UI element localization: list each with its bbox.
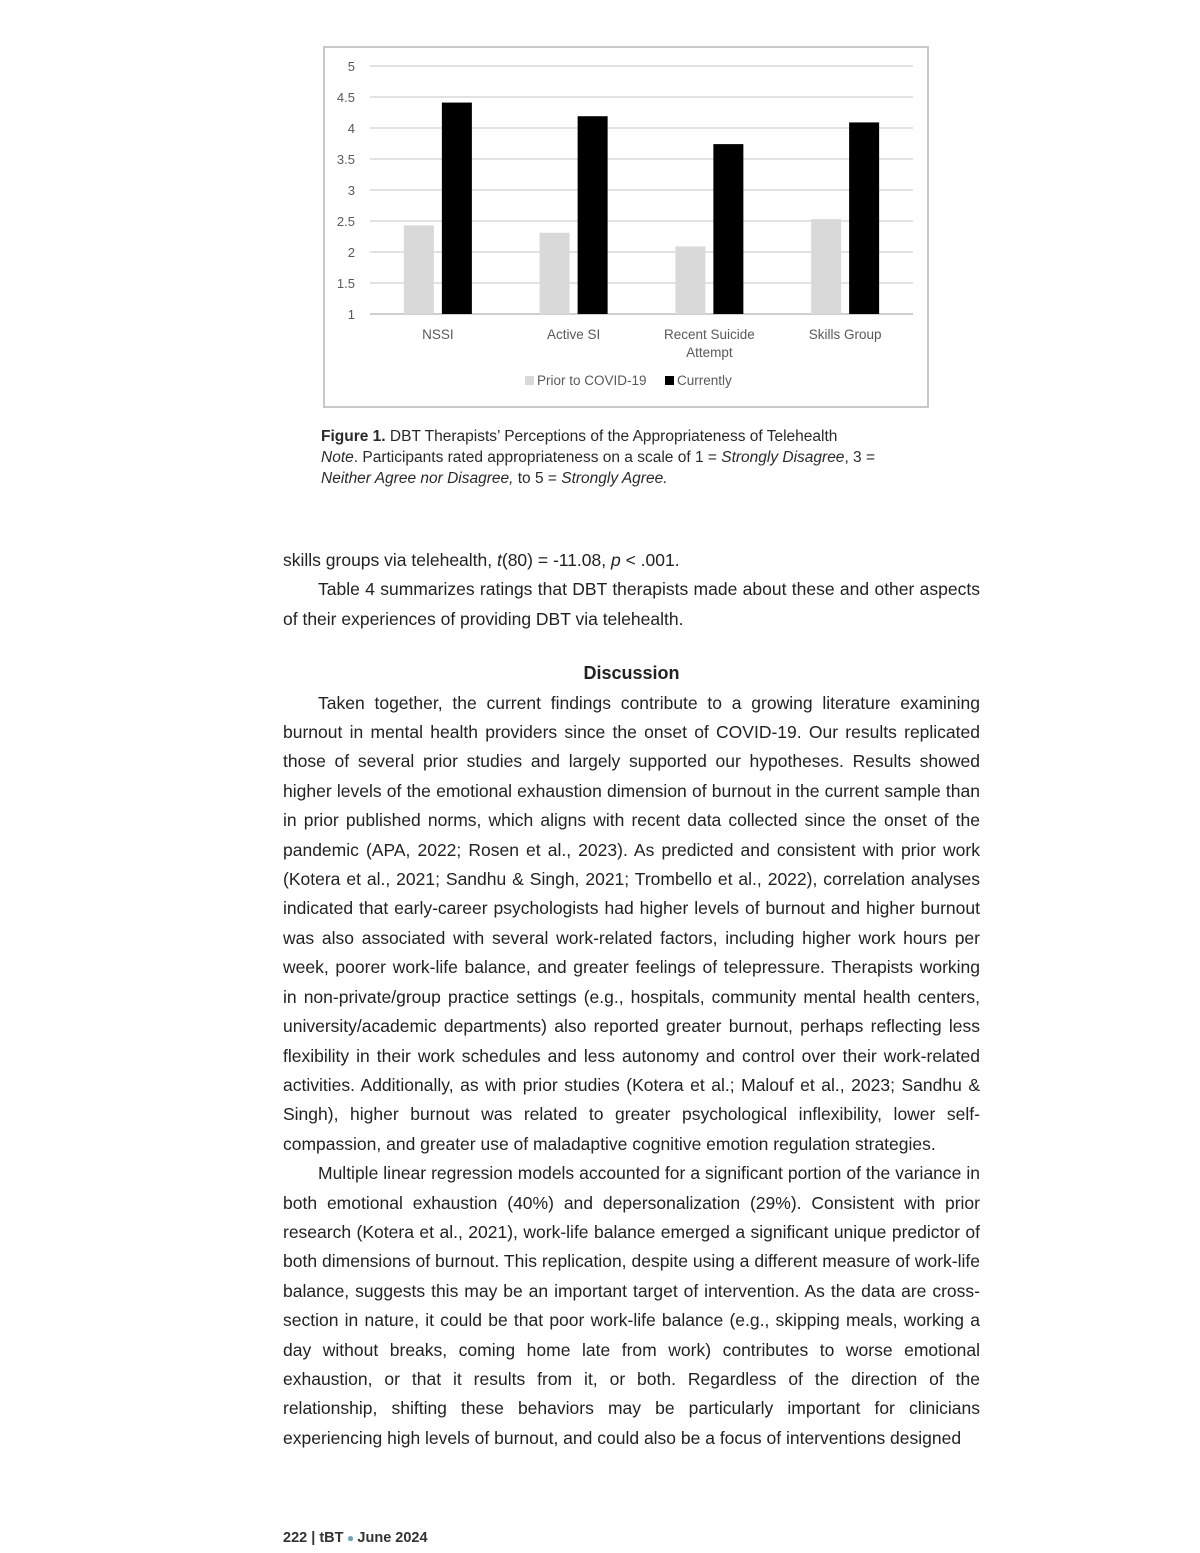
y-tick-label: 3 <box>347 183 355 198</box>
caption-title-line <box>321 426 961 447</box>
bar-prior <box>540 233 570 314</box>
y-tick-label: 2 <box>347 245 355 260</box>
page-footer <box>283 1530 428 1546</box>
caption-note <box>321 447 961 489</box>
bullet-dot-icon: ● <box>343 1531 358 1545</box>
bar-current <box>578 116 608 314</box>
bar-prior <box>811 219 841 314</box>
legend-label: Currently <box>677 373 732 388</box>
page-number: 222 <box>283 1530 308 1546</box>
bar-chart <box>325 48 927 406</box>
paragraph-continuation <box>283 546 980 575</box>
x-tick-label: Active SI <box>546 327 601 342</box>
y-tick-label: 4.5 <box>336 90 355 105</box>
section-heading-discussion: Discussion <box>583 663 680 684</box>
x-tick-label: Attempt <box>686 345 733 360</box>
bar-current <box>713 144 743 314</box>
y-tick-label: 2.5 <box>336 214 355 229</box>
note-text: , 3 = <box>844 449 876 466</box>
y-tick-label: 5 <box>347 59 355 74</box>
note-text: . Participants rated appropriateness on a scale of 1 = <box>353 449 722 466</box>
y-tick-label: 1.5 <box>336 276 355 291</box>
issue-date: June 2024 <box>357 1530 428 1546</box>
legend-label: Prior to COVID-19 <box>537 373 647 388</box>
journal-name: tBT <box>319 1530 344 1546</box>
bar-current <box>442 103 472 314</box>
x-tick-label: Recent Suicide <box>663 327 755 342</box>
x-tick-label: Skills Group <box>808 327 882 342</box>
bar-current <box>849 122 879 314</box>
note-text: to 5 = <box>513 470 562 487</box>
legend-swatch <box>525 376 534 385</box>
y-tick-label: 1 <box>347 307 355 322</box>
note-label: Note <box>321 449 354 466</box>
y-tick-label: 3.5 <box>336 152 355 167</box>
x-tick-label: NSSI <box>422 327 454 342</box>
bar-prior <box>404 225 434 314</box>
figure-1-chart <box>323 46 929 408</box>
stat-symbol-t: t <box>497 550 502 570</box>
stat-symbol-p: p <box>611 550 621 570</box>
note-scale-mid: Neither Agree nor Disagree, <box>321 470 514 487</box>
note-scale-high: Strongly Agree. <box>561 470 668 487</box>
figure-label: Figure 1. <box>321 428 386 445</box>
paragraph-table4: Table 4 summarizes ratings that DBT therapists made about these and other aspects of their experiences of providing DBT via telehealth. <box>283 579 980 629</box>
text-run: < .001. <box>620 550 680 570</box>
legend-swatch <box>665 376 674 385</box>
paragraph-discussion-2: Multiple linear regression models accounted for a significant portion of the variance in both emotional exhaustion (40%) and depersonalization (29%). Consistent with prior research (Kotera et al., 2021), work-life balance emerged a significant unique predictor of both dimensions of burnout. This replication, despite using a different measure of work-life balance, suggests this may be an important target of intervention. As the data are cross-section in nature, it could be that poor work-life balance (e.g., skipping meals, working a day without breaks, coming home late from work) contributes to worse emotional exhaustion, or that it results from it, or both. Regardless of the direction of the relationship, shifting these behaviors may be particularly important for clinicians experiencing high levels of burnout, and could also be a focus of interventions designed <box>283 1163 980 1448</box>
article-body <box>283 546 980 1453</box>
bar-prior <box>675 246 705 314</box>
text-run: (80) = -11.08, <box>501 550 611 570</box>
note-scale-low: Strongly Disagree <box>721 449 845 466</box>
figure-caption <box>321 426 961 489</box>
figure-title: DBT Therapists’ Perceptions of the Appropriateness of Telehealth <box>385 428 838 445</box>
paragraph-discussion-1: Taken together, the current findings contribute to a growing literature examining burnout in mental health providers since the onset of COVID-19. Our results replicated those of several prior studies and largely supported our hypotheses. Results showed higher levels of the emotional exhaustion dimension of burnout in the current sample than in prior published norms, which aligns with recent data collected since the onset of the pandemic (APA, 2022; Rosen et al., 2023). As predicted and consistent with prior work (Kotera et al., 2021; Sandhu & Singh, 2021; Trombello et al., 2022), correlation analyses indicated that early-career psychologists had higher levels of burnout and higher burnout was also associated with several work-related factors, including higher work hours per week, poorer work-life balance, and greater feelings of telepressure. Therapists working in non-private/group practice settings (e.g., hospitals, community mental health centers, university/academic departments) also reported greater burnout, perhaps reflecting less flexibility in their work schedules and less autonomy and control over their work-related activities. Additionally, as with prior studies (Kotera et al.; Malouf et al., 2023; Sandhu & Singh), higher burnout was related to greater psychological inflexibility, lower self-compassion, and greater use of maladaptive cognitive emotion regulation strategies. <box>283 692 980 1154</box>
y-tick-label: 4 <box>347 121 355 136</box>
text-run: skills groups via telehealth, <box>283 550 497 570</box>
footer-separator: | <box>307 1530 320 1546</box>
